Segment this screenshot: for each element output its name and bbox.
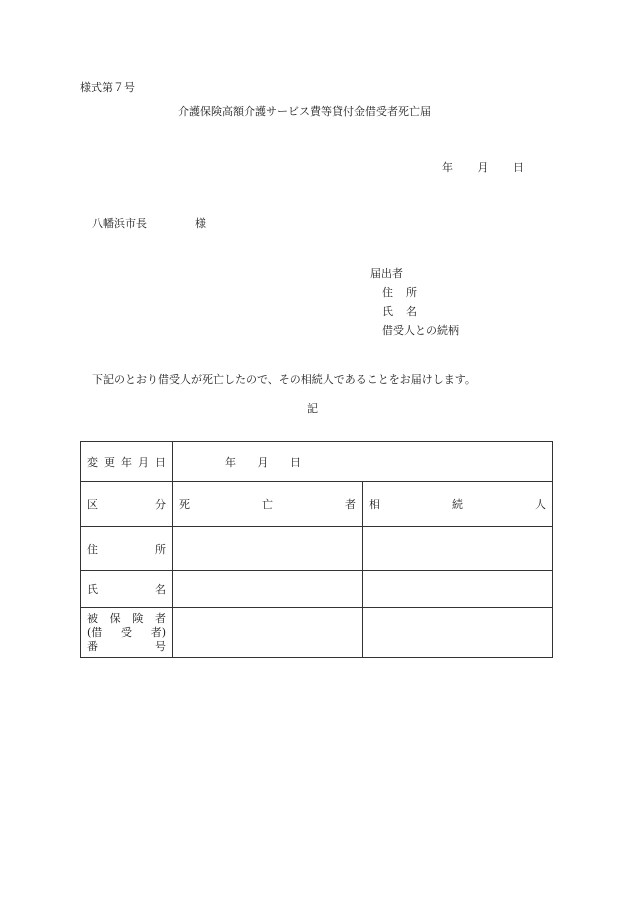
notifier-block <box>370 268 459 344</box>
addressee <box>92 218 206 229</box>
intro-text: 下記のとおり借受人が死亡したので、その相続人であることをお届けします。 <box>92 373 476 386</box>
insured-number-label-cell: 被 保 険 者 (借 受 者) 番 号 <box>81 608 173 658</box>
notifier-relation-label: 借受人との続柄 <box>382 324 459 337</box>
document-title: 介護保険高額介護サービス費等貸付金借受者死亡届 <box>178 105 431 118</box>
deceased-name-field[interactable] <box>173 571 363 608</box>
addressee-honorific: 様 <box>195 217 206 230</box>
deceased-insured-number-field[interactable] <box>173 608 363 658</box>
heir-name-field[interactable] <box>363 571 553 608</box>
notifier-address-label: 住 所 <box>382 286 417 299</box>
heir-insured-number-field[interactable] <box>363 608 553 658</box>
change-date-label-cell: 変 更 年 月 日 <box>81 442 173 482</box>
category-label-cell: 区 分 <box>81 482 173 527</box>
form-number: 様式第７号 <box>80 81 135 94</box>
date-month-label: 月 <box>477 161 489 174</box>
deceased-address-field[interactable] <box>173 527 363 571</box>
date-day-label: 日 <box>513 161 524 174</box>
change-date-value-cell[interactable]: 年 月 日 <box>173 442 553 482</box>
date-year-label: 年 <box>442 161 453 174</box>
table-row-category <box>81 482 553 527</box>
table-row-address <box>81 527 553 571</box>
deceased-header-cell: 死 亡 者 <box>173 482 363 527</box>
addressee-name: 八幡浜市長 <box>92 217 147 230</box>
notifier-heading: 届出者 <box>370 267 403 280</box>
record-table <box>80 441 553 658</box>
heir-header-cell: 相 続 人 <box>363 482 553 527</box>
notifier-name-label: 氏 名 <box>382 305 417 318</box>
submission-date <box>442 162 524 173</box>
ki-label: 記 <box>307 402 318 415</box>
table-row-insured-number <box>81 608 553 658</box>
name-label-cell: 氏 名 <box>81 571 173 608</box>
table-row-name <box>81 571 553 608</box>
table-row-change-date <box>81 442 553 482</box>
address-label-cell: 住 所 <box>81 527 173 571</box>
heir-address-field[interactable] <box>363 527 553 571</box>
